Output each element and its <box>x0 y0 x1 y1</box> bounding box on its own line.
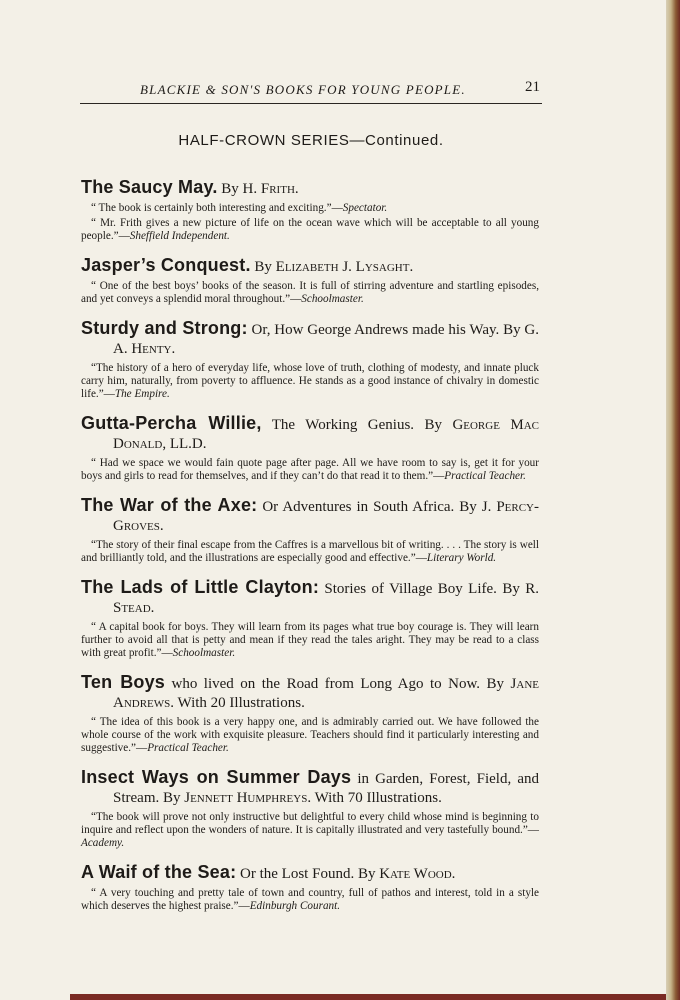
review-source: Schoolmaster. <box>301 293 364 305</box>
review-quote <box>81 202 539 215</box>
review-source: Edinburgh Courant. <box>249 900 341 912</box>
book-subtitle: in Garden, Forest, Field, and Stream. By <box>113 771 539 806</box>
book-subtitle: Stories of Village Boy Life. By <box>319 581 526 597</box>
book-subtitle: By <box>217 181 243 197</box>
review-quote <box>81 621 539 660</box>
review-quote <box>81 539 539 565</box>
book-title: The War of the Axe: <box>81 495 258 515</box>
book-entry <box>81 673 539 755</box>
review-source: Practical Teacher. <box>147 742 229 754</box>
review-quote <box>81 811 539 850</box>
book-author: Elizabeth J. Lysaght. <box>275 259 414 275</box>
review-text: “The story of their final escape from the Caffres is a marvellous bit of writing. . . . The story is well and brilliantly told, and the illustrations are especially good and effective.”— <box>81 539 539 564</box>
book-entry <box>81 578 539 660</box>
review-text: “The history of a hero of everyday life, whose love of truth, clothing of modesty, and innate pluck carry him, naturally, from poverty to affluence. He stands as a good instance of chivalry in domestic life.”— <box>81 362 539 400</box>
header-rule <box>80 103 542 104</box>
book-subtitle: Or the Lost Found. By <box>236 866 380 882</box>
book-author: Kate Wood. <box>379 866 456 882</box>
book-author: Jane Andrews. <box>113 676 539 711</box>
review-quote <box>81 280 539 306</box>
cover-edge <box>70 994 666 1000</box>
review-text: “ Mr. Frith gives a new picture of life on the ocean wave which will be acceptable to all young people.”— <box>81 217 539 242</box>
review-source: Spectator. <box>342 202 388 214</box>
page-edge <box>666 0 680 1000</box>
book-author: H. Frith. <box>242 181 299 197</box>
book-subtitle: By <box>250 259 276 275</box>
review-source: Literary World. <box>426 552 497 564</box>
book-headline <box>81 673 539 713</box>
book-title: Ten Boys <box>81 672 166 692</box>
book-author-suffix: With 70 Illustrations. <box>311 790 442 806</box>
page-number: 21 <box>525 79 540 95</box>
book-author: Jennett Humphreys. <box>184 790 312 806</box>
review-source: Schoolmaster. <box>172 647 236 659</box>
review-text: “ The book is certainly both interesting and exciting.”— <box>91 202 343 214</box>
book-headline <box>81 768 539 808</box>
book-title: Gutta-Percha Willie, <box>81 413 262 433</box>
book-author: George Mac Donald, <box>113 417 539 452</box>
review-quote <box>81 887 539 913</box>
book-list <box>81 178 539 926</box>
book-headline <box>81 578 539 618</box>
book-author: J. Percy-Groves. <box>113 499 540 534</box>
review-text: “ One of the best boys’ books of the season. It is full of stirring adventure and startling episodes, and yet conveys a splendid moral throughout.”— <box>81 280 539 305</box>
book-entry <box>81 863 539 913</box>
book-entry <box>81 414 539 483</box>
review-source: Sheffield Independent. <box>129 230 230 242</box>
book-subtitle: The Working Genius. By <box>261 417 453 433</box>
review-quote <box>81 217 539 243</box>
book-title: A Waif of the Sea: <box>81 862 237 882</box>
book-title: The Lads of Little Clayton: <box>81 577 320 597</box>
book-title: The Saucy May. <box>81 177 218 197</box>
book-title: Sturdy and Strong: <box>81 318 248 338</box>
book-entry <box>81 768 539 850</box>
review-text: “The book will prove not only instructive but delightful to every child whose mind is beginning to inquire and reflect upon the wonders of nature. It is capitally illustrated and very tastefully bound.”— <box>81 811 539 836</box>
book-author: G. A. Henty. <box>113 322 539 357</box>
book-subtitle: Or Adventures in South Africa. By <box>257 499 482 515</box>
book-entry <box>81 178 539 243</box>
review-source: Academy. <box>81 837 125 849</box>
book-author-suffix: With 20 Illustrations. <box>174 695 305 711</box>
book-headline <box>81 863 539 884</box>
book-author-suffix: LL.D. <box>166 436 207 452</box>
book-headline <box>81 414 539 454</box>
book-entry <box>81 256 539 306</box>
book-title: Jasper’s Conquest. <box>81 255 251 275</box>
review-quote <box>81 362 539 401</box>
review-text: “ Had we space we would fain quote page after page. All we have room to say is, get it for your boys and girls to read for themselves, and if they can’t do that read it to them.”— <box>81 457 539 482</box>
review-source: Practical Teacher. <box>444 470 526 482</box>
book-headline <box>81 319 539 359</box>
review-quote <box>81 716 539 755</box>
book-subtitle: Or, How George Andrews made his Way. By <box>247 322 525 338</box>
book-headline <box>81 256 539 277</box>
review-quote <box>81 457 539 483</box>
running-title: BLACKIE & SON'S BOOKS FOR YOUNG PEOPLE. <box>140 82 466 97</box>
review-text: “ A very touching and pretty tale of town and country, full of pathos and interest, told in a style which deserves the highest praise.”— <box>81 887 539 912</box>
book-entry <box>81 496 539 565</box>
book-entry <box>81 319 539 401</box>
review-text: “ A capital book for boys. They will learn from its pages what true boy courage is. They will learn further to avoid all that is petty and mean if they read the tales aright. They may be read to a class with great profit.”— <box>81 621 539 659</box>
series-title: HALF-CROWN SERIES—Continued. <box>178 132 444 149</box>
book-subtitle: who lived on the Road from Long Ago to Now. By <box>165 676 511 692</box>
review-text: “ The idea of this book is a very happy one, and is admirably carried out. We have followed the whole course of the work with exquisite pleasure. Teachers should find it particularly interesting and suggestive.”— <box>81 716 539 754</box>
book-author: R. Stead. <box>113 581 539 616</box>
book-headline <box>81 178 539 199</box>
review-source: The Empire. <box>114 388 170 400</box>
book-title: Insect Ways on Summer Days <box>81 767 352 787</box>
book-headline <box>81 496 539 536</box>
